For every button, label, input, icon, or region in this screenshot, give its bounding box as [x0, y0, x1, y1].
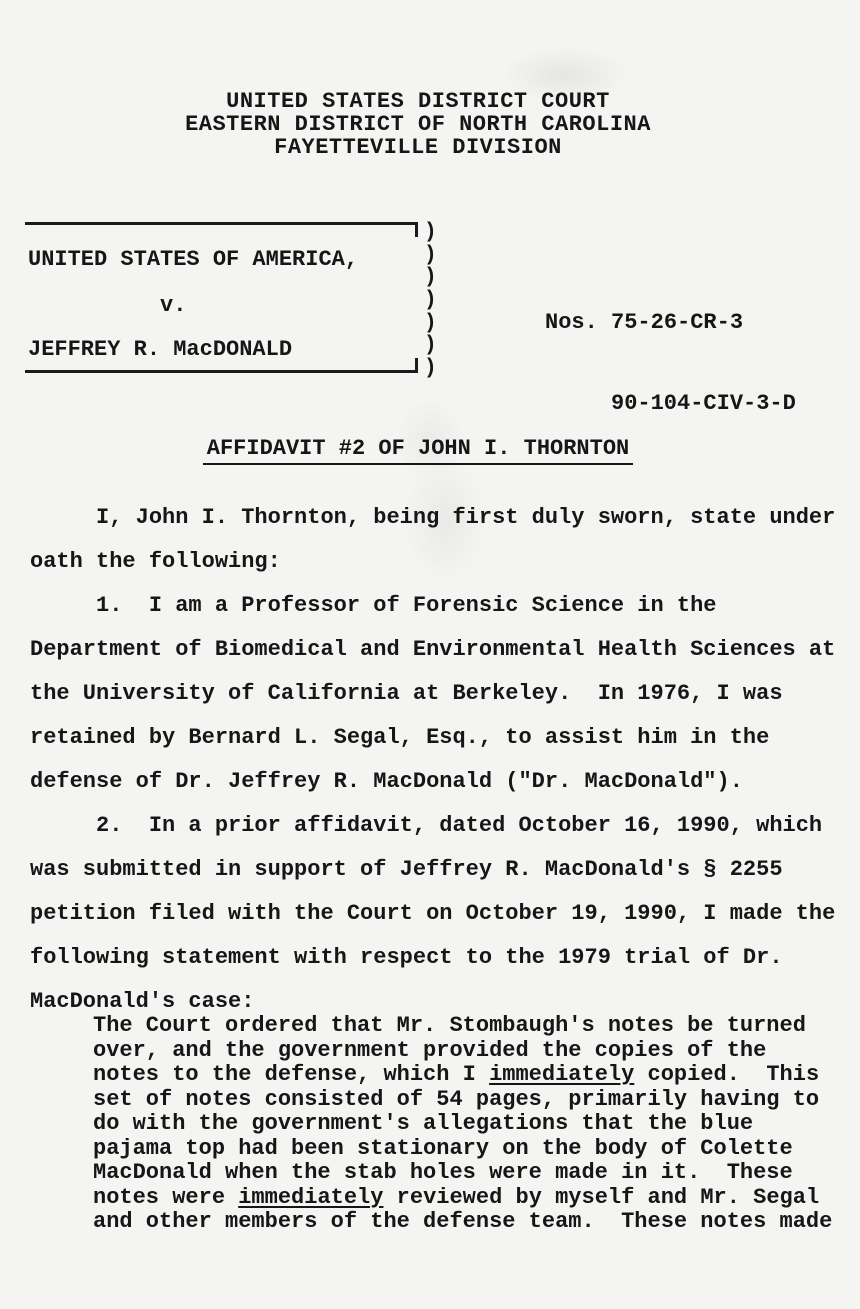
case-caption	[0, 0, 860, 416]
versus-label: v.	[160, 293, 187, 318]
caption-box	[25, 222, 418, 373]
caption-bracket-column: ) ) ) ) ) ) )	[424, 221, 437, 380]
court-header: UNITED STATES DISTRICT COURT EASTERN DISTRICT OF NORTH CAROLINA FAYETTEVILLE DIVISION	[185, 89, 651, 160]
party-plaintiff: UNITED STATES OF AMERICA,	[28, 247, 359, 272]
case-number-civil: 90-104-CIV-3-D	[611, 391, 796, 416]
quoted-prior-statement: The Court ordered that Mr. Stombaugh's notes be turned over, and the government provided the copies of the notes to the defense, which I immediately copied. This set of notes consisted of 54 pages, primarily having to do with the government's allegations that the blue pajama top had been stationary on the body of Colette MacDonald when the stab holes were made in it. These notes were immediately reviewed by myself and Mr. Segal and other members of the defense team. These notes made	[93, 1013, 833, 1234]
party-defendant: JEFFREY R. MacDONALD	[28, 337, 293, 362]
affidavit-body: I, John I. Thornton, being first duly sworn, state under oath the following: 1. I am a Professor of Forensic Science in the Department of Biomedical and Environmental Health Sciences at the University of California at Berkeley. In 1976, I was retained by Bernard L. Segal, Esq., to assist him in the defense of Dr. Jeffrey R. MacDonald ("Dr. MacDonald"). 2. In a prior affidavit, dated October 16, 1990, which was submitted in support of Jeffrey R. MacDonald's § 2255 petition filed with the Court on October 19, 1990, I made the following statement with respect to the 1979 trial of Dr. MacDonald's case:	[30, 505, 836, 1014]
case-number-criminal: Nos. 75-26-CR-3	[545, 310, 744, 335]
document-title: AFFIDAVIT #2 OF JOHN I. THORNTON	[0, 436, 836, 465]
